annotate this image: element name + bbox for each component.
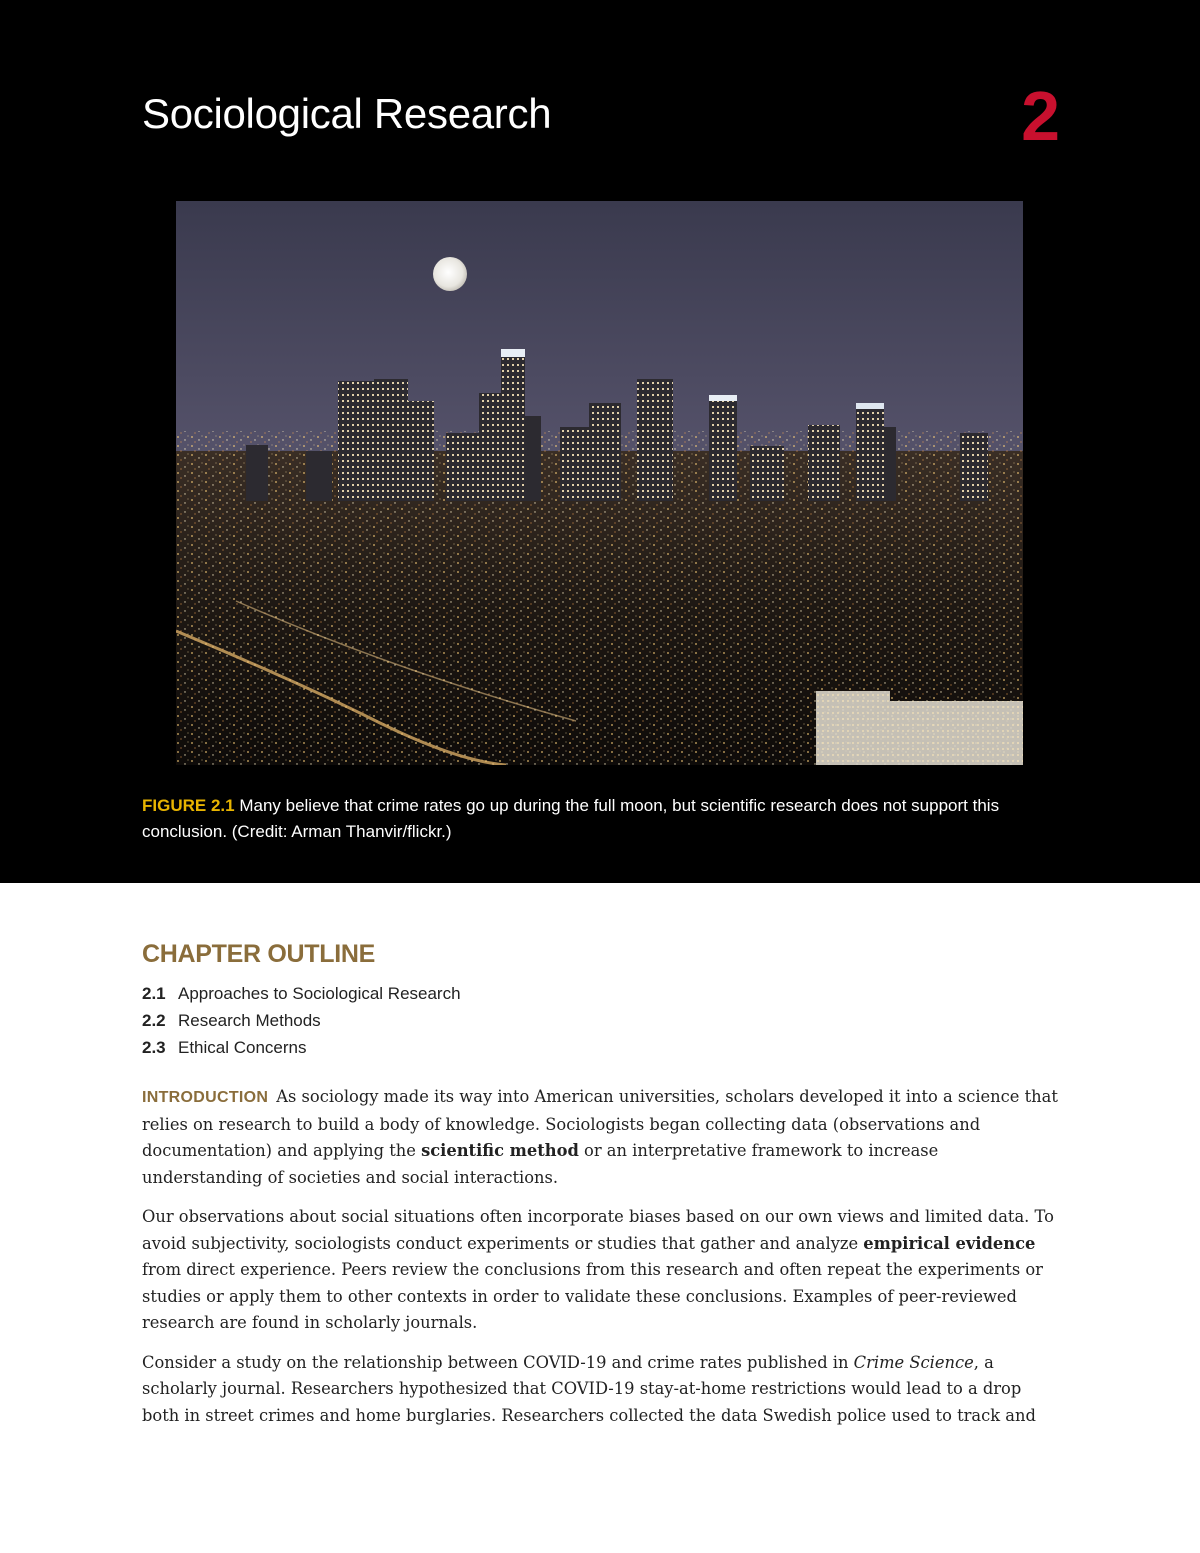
outline-item-number: 2.2 <box>142 1011 166 1030</box>
chapter-title: Sociological Research <box>142 90 552 137</box>
paragraph-text: from direct experience. Peers review the conclusions from this research and often repeat the experiments or studies or apply them to other contexts in order to validate these conclusions. Examples of peer-reviewed research are found in scholarly journals. <box>142 1260 1043 1332</box>
outline-item-number: 2.3 <box>142 1038 166 1057</box>
intro-paragraph-2 <box>142 1204 1062 1337</box>
outline-item[interactable] <box>142 1007 461 1034</box>
city-night-skyline-photo <box>176 201 1023 765</box>
introduction-body <box>142 1084 1062 1442</box>
paragraph-text: or an interpretative framework to increase understanding of societies and social interactions. <box>142 1141 939 1187</box>
chapter-outline-heading: CHAPTER OUTLINE <box>142 940 376 968</box>
figure-caption-text: Many believe that crime rates go up during the full moon, but scientific research does not support this conclusion. (Credit: Arman Thanvir/flickr.) <box>142 796 1000 841</box>
chapter-number: 2 <box>1021 77 1060 155</box>
figure-label: FIGURE 2.1 <box>142 796 235 815</box>
paragraph-text: As sociology made its way into American universities, scholars developed it into a science that relies on research to build a body of knowledge. Sociologists began collecting data (observations and documentation) and applying the <box>142 1087 1058 1160</box>
introduction-label: INTRODUCTION <box>142 1089 269 1106</box>
outline-item[interactable] <box>142 980 461 1007</box>
outline-item-label: Approaches to Sociological Research <box>178 984 461 1003</box>
paragraph-text: , a scholarly journal. Researchers hypothesized that COVID-19 stay-at-home restrictions would lead to a drop both in street crimes and home burglaries. Researchers collected the data Swedish police used to track and <box>142 1352 1036 1425</box>
paragraph-text: Our observations about social situations often incorporate biases based on our own views and limited data. To avoid subjectivity, sociologists conduct experiments or studies that gather and analyze <box>142 1207 1054 1253</box>
journal-title: Crime Science <box>853 1352 974 1372</box>
intro-paragraph-1 <box>142 1084 1062 1191</box>
paragraph-text: Consider a study on the relationship between COVID-19 and crime rates published in <box>142 1352 854 1372</box>
key-term-empirical-evidence: empirical evidence <box>863 1233 1036 1253</box>
moon-shape <box>433 257 467 291</box>
intro-paragraph-3 <box>142 1350 1062 1430</box>
outline-item-number: 2.1 <box>142 984 166 1003</box>
outline-item[interactable] <box>142 1034 461 1061</box>
outline-item-label: Research Methods <box>178 1011 321 1030</box>
chapter-outline-list <box>142 980 461 1061</box>
outline-item-label: Ethical Concerns <box>178 1038 307 1057</box>
key-term-scientific-method: scientific method <box>421 1141 579 1160</box>
figure-caption <box>142 793 1062 845</box>
